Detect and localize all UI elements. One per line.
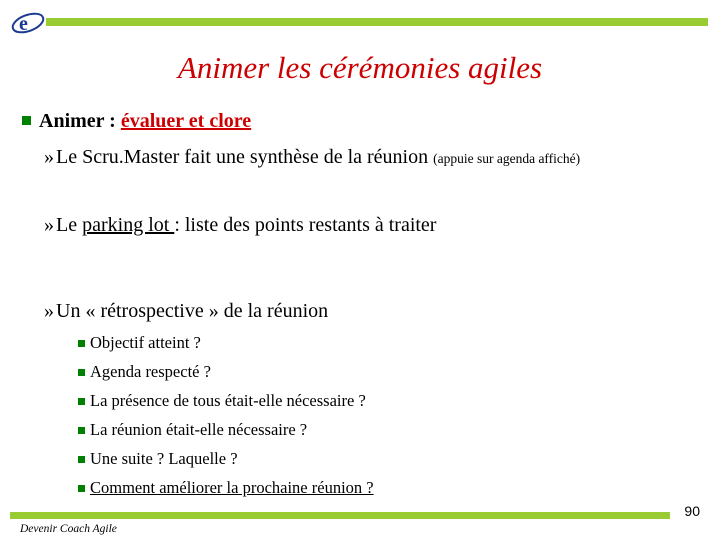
- list-item: [78, 420, 307, 440]
- bullet-synthese-text: Le Scru.Master fait une synthèse de la réunion: [56, 146, 429, 168]
- footer-label: Devenir Coach Agile: [20, 523, 117, 535]
- bullet-parking-lot: [44, 214, 436, 237]
- square-bullet-icon: [78, 456, 85, 463]
- list-item: [78, 391, 366, 411]
- logo-icon: [10, 8, 46, 38]
- bullet-synthese: [44, 146, 580, 169]
- square-bullet-icon: [78, 485, 85, 492]
- svg-text:e: e: [19, 13, 28, 35]
- parking-lot-term: parking lot: [82, 214, 175, 236]
- bullet-retrospective: [44, 300, 328, 323]
- list-item-text: Une suite ? Laquelle ?: [90, 449, 238, 468]
- square-bullet-icon: [78, 398, 85, 405]
- page-number: 90: [684, 503, 700, 519]
- chevron-bullet-icon: »: [44, 146, 54, 168]
- square-bullet-icon: [22, 116, 31, 125]
- chevron-bullet-icon: »: [44, 214, 54, 236]
- square-bullet-icon: [78, 340, 85, 347]
- top-accent-bar: [46, 18, 708, 26]
- page-title: Animer les cérémonies agiles: [177, 50, 543, 85]
- level1-highlight: évaluer et clore: [120, 110, 252, 132]
- list-item: [78, 333, 201, 353]
- chevron-bullet-icon: »: [44, 300, 54, 322]
- list-item-text: La présence de tous était-elle nécessaire ?: [90, 391, 366, 410]
- level1-bullet: [22, 110, 251, 133]
- list-item-text: Agenda respecté ?: [90, 362, 211, 381]
- bullet-retrospective-text: Un « rétrospective » de la réunion: [56, 300, 329, 322]
- list-item-text: Comment améliorer la prochaine réunion ?: [90, 478, 374, 497]
- list-item-text: Objectif atteint ?: [90, 333, 201, 352]
- bullet-parking-prefix: Le: [56, 214, 83, 236]
- bullet-synthese-note: (appuie sur agenda affiché): [433, 151, 581, 166]
- list-item: [78, 449, 238, 469]
- square-bullet-icon: [78, 427, 85, 434]
- list-item: [78, 362, 211, 382]
- square-bullet-icon: [78, 369, 85, 376]
- list-item: [78, 478, 374, 498]
- bullet-parking-suffix: : liste des points restants à traiter: [174, 214, 437, 236]
- list-item-text: La réunion était-elle nécessaire ?: [90, 420, 308, 439]
- bottom-accent-bar: [10, 512, 670, 519]
- level1-prefix: Animer :: [39, 110, 121, 132]
